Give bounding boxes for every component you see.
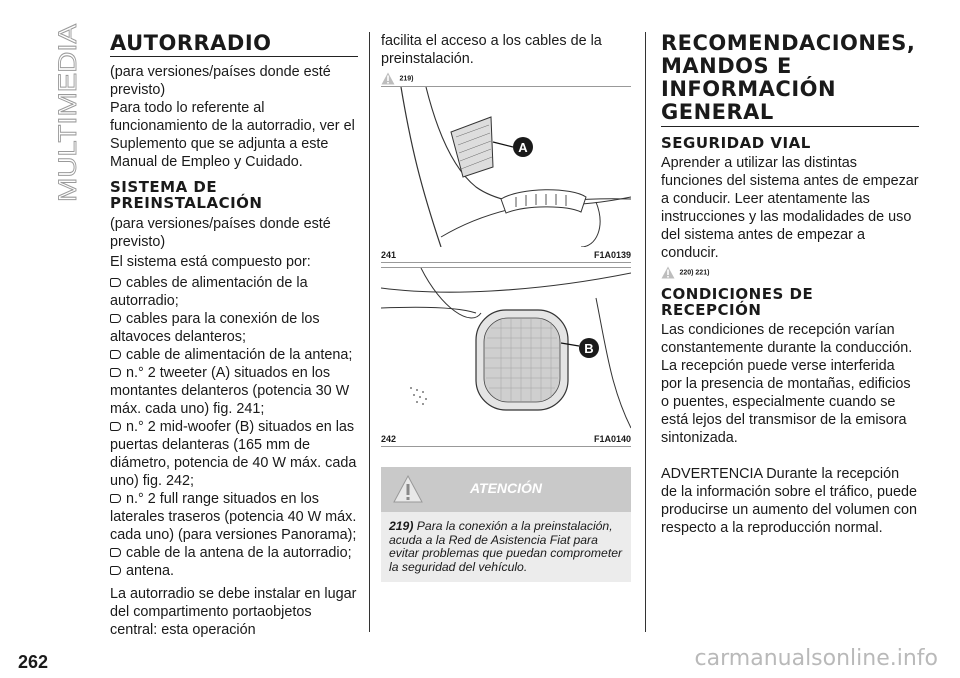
- marker-b: B: [584, 341, 594, 356]
- paragraph-installation: La autorradio se debe instalar en lugar del compartimento portaobjetos central: esta operación: [110, 586, 357, 638]
- list-item: [110, 544, 358, 562]
- paragraph-reception: Las condiciones de recepción varían constantemente durante la conducción. La recepción puede verse interferida por la presencia de montañas, edificios o puentes, especialmente cuando se está lejos del transmisor de la emisora sintonizada.: [661, 322, 913, 446]
- bullet-icon: [110, 566, 121, 575]
- component-list: [110, 274, 358, 580]
- list-item: [110, 346, 358, 364]
- paragraph-road-safety: Aprender a utilizar las distintas funciones del sistema antes de empezar a conducir. Leer atentamente las instrucciones y las modalidades de uso del sistema antes de empezar a conducir.: [661, 155, 919, 261]
- attention-body: [381, 512, 631, 582]
- tweeter-illustration: [381, 87, 631, 247]
- section-side-label: [54, 20, 84, 210]
- watermark: carmanualsonline.info: [694, 646, 938, 671]
- list-item-text: n.° 2 full range situados en los laterales traseros (potencia 40 W máx. cada uno) (para versiones Panorama);: [110, 491, 357, 543]
- warning-triangle-icon: [381, 72, 395, 85]
- attention-box: [381, 467, 631, 582]
- list-item: [110, 274, 358, 310]
- figure-number: 242: [381, 434, 397, 444]
- column-2: [381, 32, 631, 582]
- section-side-label-text: MULTIMEDIA: [54, 49, 82, 202]
- paragraph-advertencia: ADVERTENCIA Durante la recepción de la información sobre el tráfico, puede producirse un aumento del volumen con respecto a la reproducción normal.: [661, 466, 917, 536]
- bullet-icon: [110, 422, 121, 431]
- bullet-icon: [110, 350, 121, 359]
- woofer-illustration: [381, 268, 631, 430]
- list-item-text: cable de la antena de la autorradio;: [126, 545, 352, 561]
- warning-triangle-icon: [661, 266, 675, 279]
- bullet-icon: [110, 278, 121, 287]
- title-recommendations: RECOMENDACIONES, MANDOS E INFORMACIÓN GENERAL: [661, 32, 919, 127]
- list-item: [110, 418, 358, 490]
- warning-reference: [381, 70, 631, 84]
- attention-number: 219): [389, 519, 414, 533]
- column-divider: [369, 32, 370, 632]
- figure-caption: [381, 248, 631, 262]
- paragraph-composition: El sistema está compuesto por:: [110, 254, 311, 270]
- bullet-icon: [110, 314, 121, 323]
- paragraph-continuation: facilita el acceso a los cables de la preinstalación.: [381, 33, 602, 67]
- heading-preinstalacion: SISTEMA DE PREINSTALACIÓN: [110, 178, 263, 212]
- list-item: [110, 310, 358, 346]
- warning-ref-number: 219): [399, 75, 414, 83]
- list-item: [110, 562, 358, 580]
- list-item-text: cable de alimentación de la antena;: [126, 347, 353, 363]
- list-item-text: n.° 2 mid-woofer (B) situados en las puertas delanteras (165 mm de diámetro, potencia de 40 W máx. cada uno) fig. 242;: [110, 419, 357, 489]
- marker-a: A: [518, 140, 528, 155]
- column-3: [661, 32, 919, 537]
- attention-text: Para la conexión a la preinstalación, acuda a la Red de Asistencia Fiat para evitar problemas que puedan comprometer la seguridad del vehículo.: [389, 519, 623, 574]
- page-number: 262: [18, 652, 49, 672]
- column-divider: [645, 32, 646, 632]
- list-item-text: cables para la conexión de los altavoces delanteros;: [110, 311, 320, 345]
- paragraph-supplement: Para todo lo referente al funcionamiento de la autorradio, ver el Suplemento que se adjunta a este Manual de Empleo y Cuidado.: [110, 100, 355, 170]
- warning-reference: [661, 264, 919, 278]
- figure-caption: [381, 432, 631, 446]
- list-item: [110, 490, 358, 544]
- paragraph-availability-2: (para versiones/países donde esté previsto): [110, 216, 331, 250]
- figure-242: [381, 267, 631, 447]
- heading-reception: CONDICIONES DE RECEPCIÓN: [661, 285, 814, 319]
- figure-241: [381, 86, 631, 263]
- warning-ref-numbers: 220) 221): [679, 269, 710, 277]
- list-item-text: n.° 2 tweeter (A) situados en los montantes delanteros (potencia 30 W máx. cada uno) fig. 241;: [110, 365, 350, 417]
- figure-number: 241: [381, 250, 397, 260]
- list-item-text: cables de alimentación de la autorradio;: [110, 275, 308, 309]
- figure-code: F1A0139: [593, 250, 631, 260]
- list-item: [110, 364, 358, 418]
- list-item-text: antena.: [126, 563, 175, 579]
- paragraph-availability: (para versiones/países donde esté previsto): [110, 64, 331, 98]
- column-1: [110, 32, 358, 639]
- figure-code: F1A0140: [593, 434, 631, 444]
- title-autorradio: AUTORRADIO: [110, 32, 358, 57]
- bullet-icon: [110, 368, 121, 377]
- attention-header: [381, 467, 631, 512]
- bullet-icon: [110, 494, 121, 503]
- heading-seguridad-vial: SEGURIDAD VIAL: [661, 134, 811, 152]
- bullet-icon: [110, 548, 121, 557]
- attention-title: ATENCIÓN: [469, 480, 543, 496]
